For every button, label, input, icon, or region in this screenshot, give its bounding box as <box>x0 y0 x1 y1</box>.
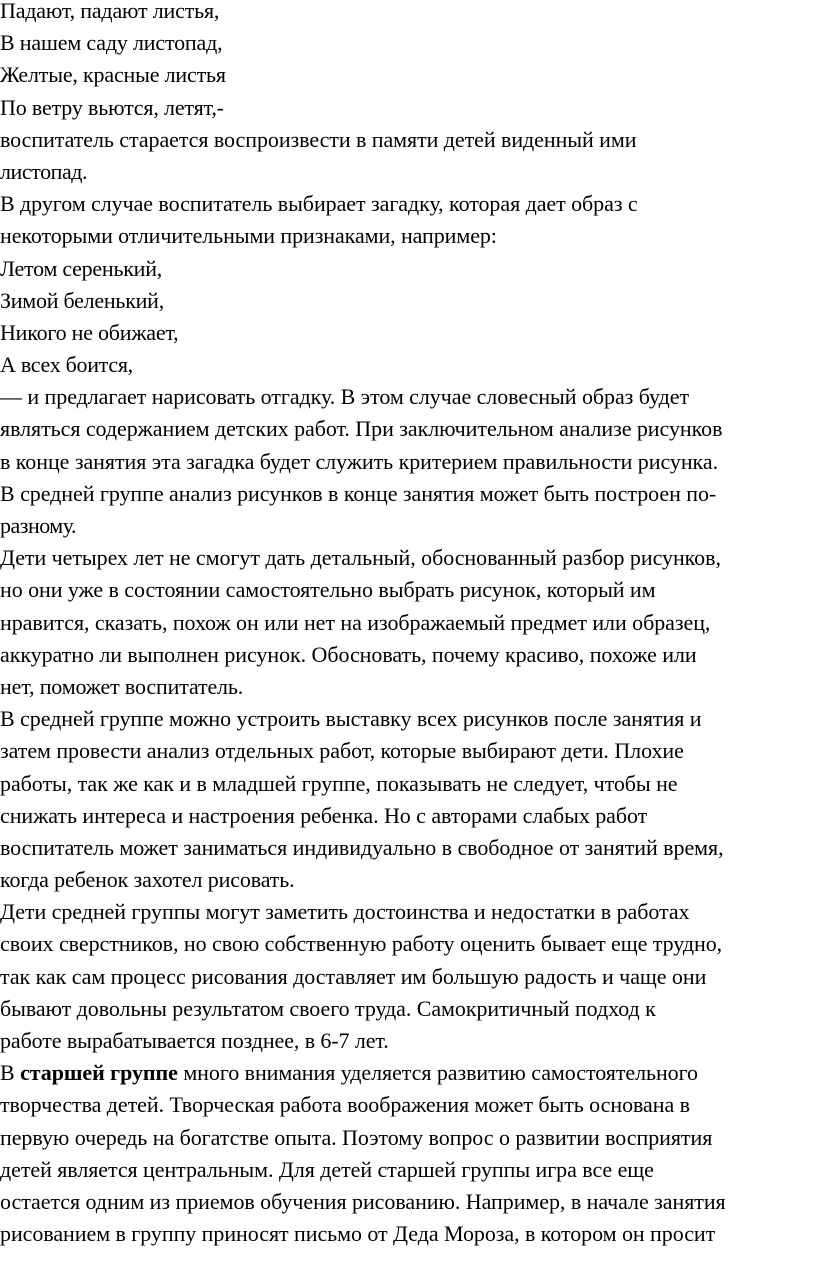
text-line: Желтые, красные листья <box>0 62 226 88</box>
text-line: снижать интереса и настроения ребенка. Но с авторами слабых работ <box>0 802 648 828</box>
text-line: воспитатель может заниматься индивидуально в свободное от занятий время, <box>0 834 724 860</box>
text-line: своих сверстников, но свою собственную работу оценить бывает еще трудно, <box>0 931 723 957</box>
bold-term: старшей группе <box>20 1060 178 1086</box>
text-line: А всех боится, <box>0 352 133 378</box>
text-line: в конце занятия эта загадка будет служить критерием правильности рисунка. <box>0 448 719 474</box>
text-run: В <box>0 1060 21 1086</box>
text-line: рисованием в группу приносят письмо от Деда Мороза, в котором он просит <box>0 1221 716 1247</box>
text-run: много внимания уделяется развитию самостоятельного <box>177 1060 698 1086</box>
text-line: но они уже в состоянии самостоятельно выбрать рисунок, который им <box>0 577 656 603</box>
text-line: листопад. <box>0 158 88 184</box>
text-line: нравится, сказать, похож он или нет на изображаемый предмет или образец, <box>0 609 711 635</box>
text-line: работы, так же как и в младшей группе, показывать не следует, чтобы не <box>0 770 678 796</box>
text-line: разному. <box>0 513 77 538</box>
text-line: работе вырабатывается позднее, в 6-7 лет. <box>0 1028 389 1053</box>
text-line: По ветру вьются, летят,- <box>0 94 224 120</box>
text-line: Никого не обижает, <box>0 319 179 345</box>
text-line: В нашем саду листопад, <box>0 30 223 56</box>
text-line: Зимой беленький, <box>0 287 164 313</box>
text-line-with-bold <box>0 1057 816 1089</box>
text-line: — и предлагает нарисовать отгадку. В этом случае словесный образ будет <box>0 384 690 410</box>
text-line: детей является центральным. Для детей старшей группы игра все еще <box>0 1156 654 1182</box>
text-line: нет, поможет воспитатель. <box>0 673 244 699</box>
text-line: творчества детей. Творческая работа воображения может быть основана в <box>0 1092 690 1118</box>
text-line: В средней группе можно устроить выставку всех рисунков после занятия и <box>0 706 702 732</box>
text-line: В средней группе анализ рисунков в конце занятия может быть построен по- <box>0 480 717 506</box>
text-line: бывают довольны результатом своего труда. Самокритичный подход к <box>0 995 656 1021</box>
text-line: Летом серенький, <box>0 255 162 281</box>
text-line: Дети средней группы могут заметить достоинства и недостатки в работах <box>0 899 690 925</box>
text-line: первую очередь на богатстве опыта. Поэтому вопрос о развитии восприятия <box>0 1124 713 1150</box>
text-line: остается одним из приемов обучения рисованию. Например, в начале занятия <box>0 1188 726 1214</box>
text-line: Дети четырех лет не смогут дать детальный, обоснованный разбор рисунков, <box>0 545 721 571</box>
text-line: так как сам процесс рисования доставляет им большую радость и чаще они <box>0 963 707 989</box>
text-line: когда ребенок захотел рисовать. <box>0 867 295 893</box>
text-line: В другом случае воспитатель выбирает загадку, которая дает образ с <box>0 191 638 217</box>
text-line: являться содержанием детских работ. При заключительном анализе рисунков <box>0 416 723 442</box>
text-line: затем провести анализ отдельных работ, которые выбирают дети. Плохие <box>0 738 684 764</box>
text-line: Падают, падают листья, <box>0 0 220 23</box>
text-line: некоторыми отличительными признаками, например: <box>0 223 497 249</box>
text-line: воспитатель старается воспроизвести в памяти детей виденный ими <box>0 126 637 152</box>
text-line: аккуратно ли выполнен рисунок. Обосновать, почему красиво, похоже или <box>0 641 697 667</box>
